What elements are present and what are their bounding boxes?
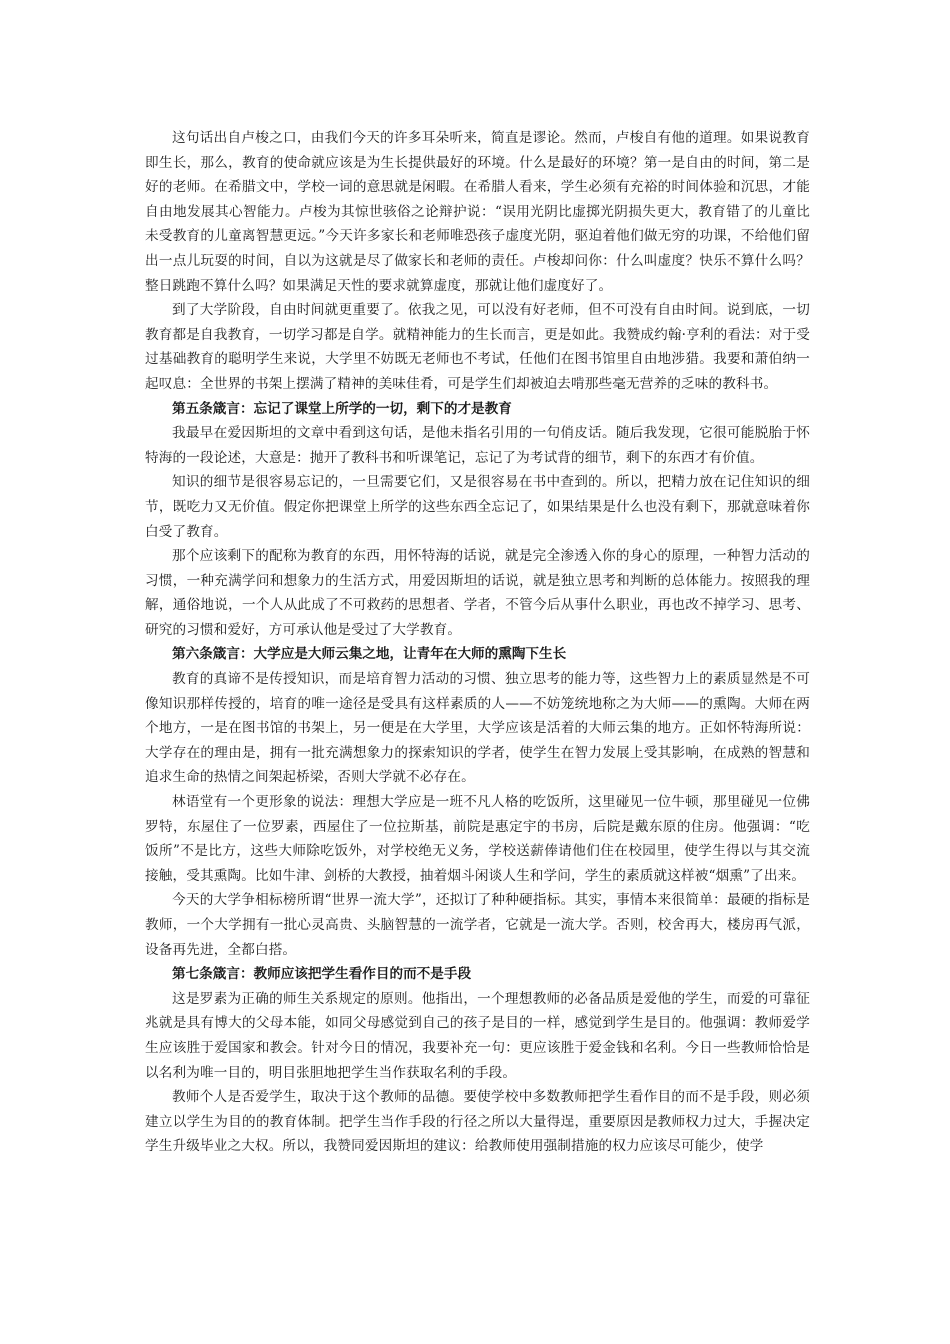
paragraph-masters: 教育的真谛不是传授知识，而是培育智力活动的习惯、独立思考的能力等，这些智力上的素质显然是不可像知识那样传授的，培育的唯一途径是受具有这样素质的人——不妨笼统地称之为大师——的熏陶。大师在两个地方，一是在图书馆的书架上，另一便是在大学里，大学应该是活着的大师云集的地方。正如怀特海所说：大学存在的理由是，拥有一批充满想象力的探索知识的学者，使学生在智力发展上受其影响，在成熟的智慧和追求生命的热情之间架起桥梁，否则大学就不必存在。 [145, 671, 810, 786]
document-page [145, 126, 810, 1159]
heading-maxim-six: 第六条箴言：大学应是大师云集之地，让青年在大师的熏陶下生长 [172, 646, 567, 663]
paragraph-what-remains: 那个应该剩下的配称为教育的东西，用怀特海的话说，就是完全渗透入你的身心的原理，一种智力活动的习惯，一种充满学问和想象力的生活方式，用爱因斯坦的话说，就是独立思考和判断的总体能力。按照我的理解，通俗地说，一个人从此成了不可救药的思想者、学者，不管今后从事什么职业，再也改不掉学习、思考、研究的习惯和爱好，方可承认他是受过了大学教育。 [145, 548, 810, 638]
heading-maxim-five: 第五条箴言：忘记了课堂上所学的一切，剩下的才是教育 [172, 400, 512, 417]
paragraph-rousseau-free-time: 这句话出自卢梭之口，由我们今天的许多耳朵听来，简直是谬论。然而，卢梭自有他的道理。如果说教育即生长，那么，教育的使命就应该是为生长提供最好的环境。什么是最好的环境？第一是自由的时间，第二是好的老师。在希腊文中，学校一词的意思就是闲暇。在希腊人看来，学生必须有充裕的时间体验和沉思，才能自由地发展其心智能力。卢梭为其惊世骇俗之论辩护说：“误用光阴比虚掷光阴损失更大，教育错了的儿童比未受教育的儿童离智慧更远。”今天许多家长和老师唯恐孩子虚度光阴，驱迫着他们做无穷的功课，不给他们留出一点儿玩耍的时间，自以为这就是尽了做家长和老师的责任。卢梭却问你：什么叫虚度？快乐不算什么吗？整日跳跑不算什么吗？如果满足天性的要求就算虚度，那就让他们虚度好了。 [145, 130, 810, 294]
paragraph-university-free-time: 到了大学阶段，自由时间就更重要了。依我之见，可以没有好老师，但不可没有自由时间。说到底，一切教育都是自我教育，一切学习都是自学。就精神能力的生长而言，更是如此。我赞成约翰·亨利的看法：对于受过基础教育的聪明学生来说，大学里不妨既无老师也不考试，任他们在图书馆里自由地涉猎。我要和萧伯纳一起叹息：全世界的书架上摆满了精神的美味佳肴，可是学生们却被迫去啃那些毫无营养的乏味的教科书。 [145, 302, 810, 392]
heading-maxim-seven: 第七条箴言：教师应该把学生看作目的而不是手段 [172, 966, 472, 983]
paragraph-world-class: 今天的大学争相标榜所谓“世界一流大学”，还拟订了种种硬指标。其实，事情本来很简单：最硬的指标是教师，一个大学拥有一批心灵高贵、头脑智慧的一流学者，它就是一流大学。否则，校舍再大，楼房再气派，设备再先进，全都白搭。 [145, 892, 810, 958]
paragraph-russell: 这是罗素为正确的师生关系规定的原则。他指出，一个理想教师的必备品质是爱他的学生，而爱的可靠征兆就是具有博大的父母本能，如同父母感觉到自己的孩子是目的一样，感觉到学生是目的。他强调：教师爱学生应该胜于爱国家和教会。针对今日的情况，我要补充一句：更应该胜于爱金钱和名利。今日一些教师恰恰是以名利为唯一目的，明目张胆地把学生当作获取名利的手段。 [145, 990, 810, 1081]
paragraph-knowledge-details: 知识的细节是很容易忘记的，一旦需要它们，又是很容易在书中查到的。所以，把精力放在记住知识的细节，既吃力又无价值。假定你把课堂上所学的这些东西全忘记了，如果结果是什么也没有剩下，那就意味着你白受了教育。 [145, 474, 810, 540]
paragraph-einstein-quote: 我最早在爱因斯坦的文章中看到这句话，是他未指名引用的一句俏皮话。随后我发现，它很可能脱胎于怀特海的一段论述，大意是：抛开了教科书和听课笔记，忘记了为考试背的细节，剩下的东西才有价值。 [145, 425, 810, 466]
paragraph-teacher-power: 教师个人是否爱学生，取决于这个教师的品德。要使学校中多数教师把学生看作目的而不是手段，则必须建立以学生为目的的教育体制。把学生当作手段的行径之所以大量得逞，重要原因是教师权力过大，手握决定学生升级毕业之大权。所以，我赞同爱因斯坦的建议：给教师使用强制措施的权力应该尽可能少，使学 [145, 1089, 810, 1155]
paragraph-lin-yutang: 林语堂有一个更形象的说法：理想大学应是一班不凡人格的吃饭所，这里碰见一位牛顿，那里碰见一位佛罗特，东屋住了一位罗素，西屋住了一位拉斯基，前院是惠定宇的书房，后院是戴东原的住房。他强调：“吃饭所”不是比方，这些大师除吃饭外，对学校绝无义务，学校送薪俸请他们住在校园里，使学生得以与其交流接触，受其熏陶。比如牛津、剑桥的大教授，抽着烟斗闲谈人生和学问，学生的素质就这样被“烟熏”了出来。 [145, 794, 810, 884]
